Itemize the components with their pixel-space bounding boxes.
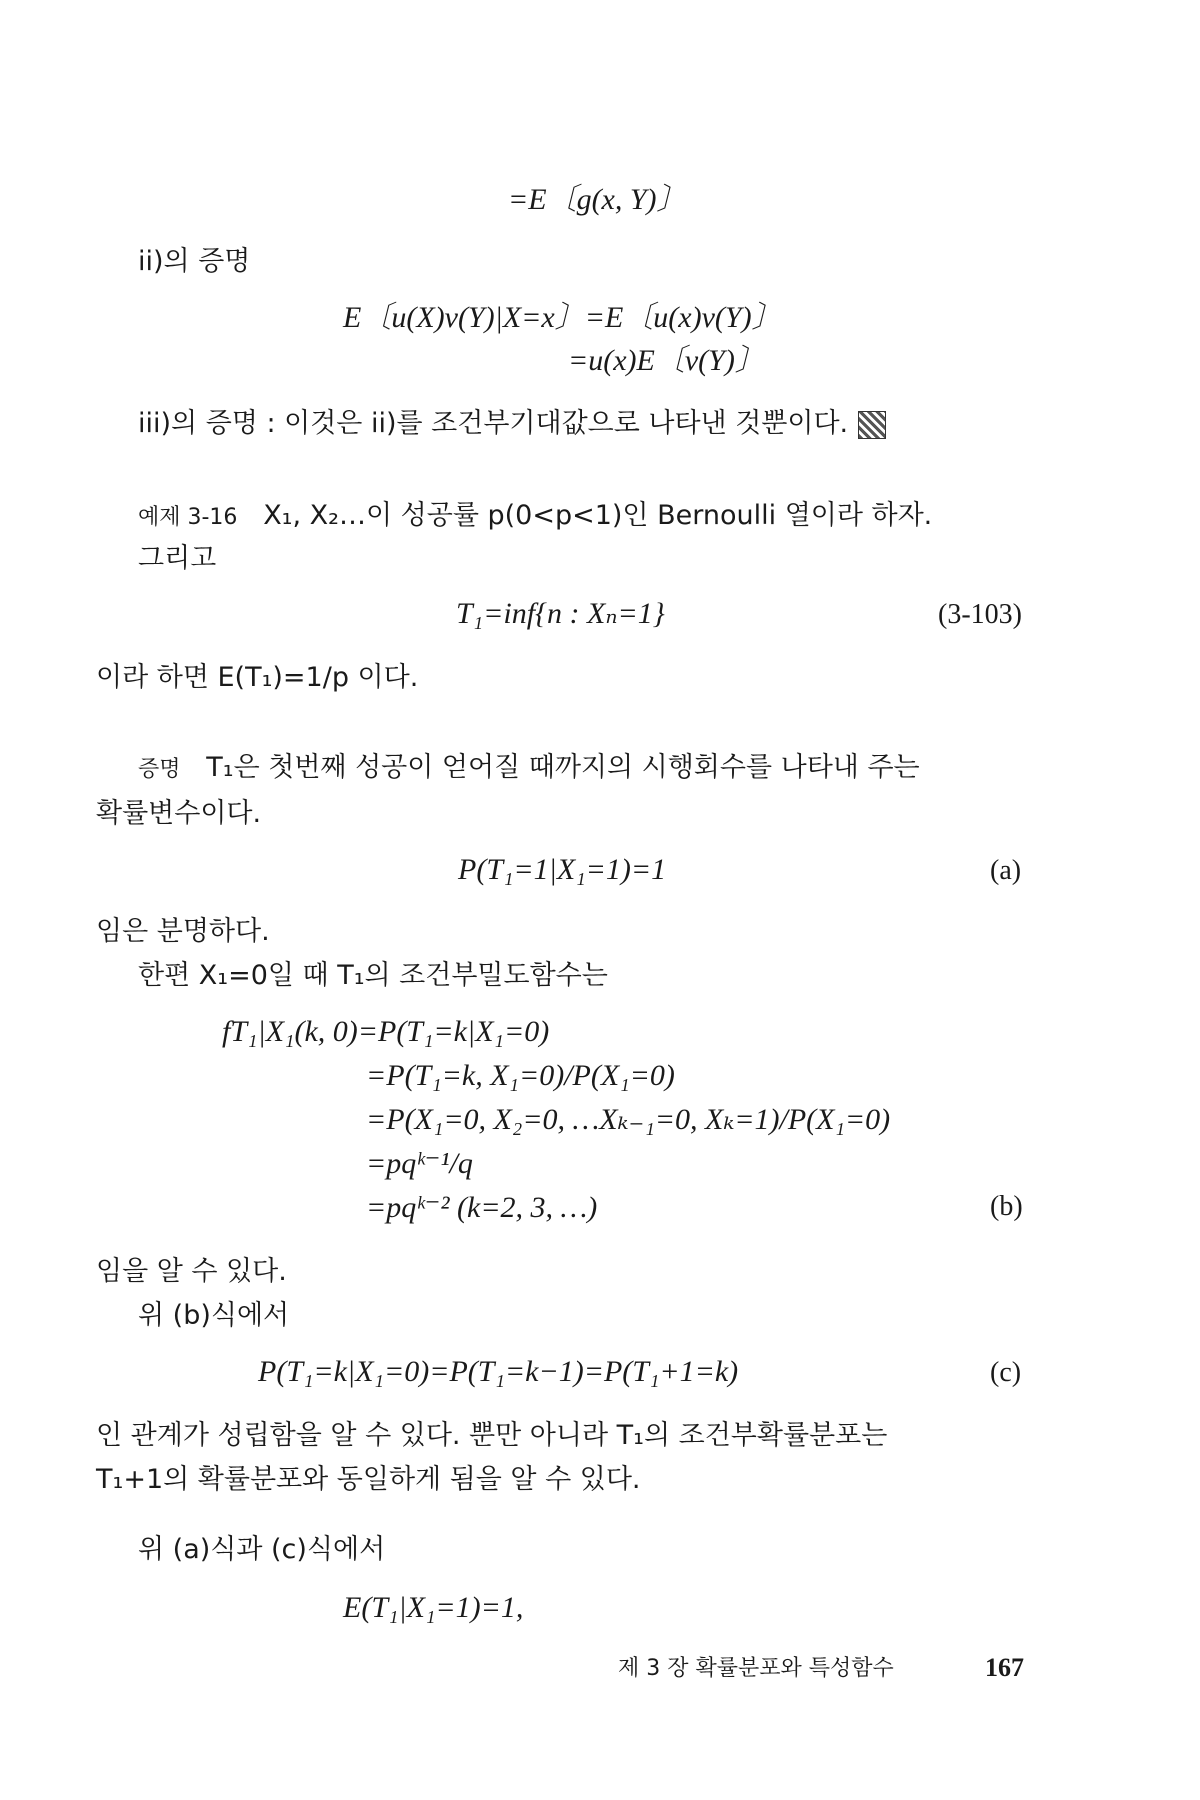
text-line: 인 관계가 성립함을 알 수 있다. 뿐만 아니라 T₁의 조건부확률분포는 (96, 1420, 888, 1451)
proof-heading (138, 408, 886, 440)
equation-line: T₁=inf{n : Xₙ=1} (456, 597, 665, 630)
equation-line: P(T₁=1|X₁=1)=1 (458, 853, 667, 886)
text-line: 임은 분명하다. (96, 916, 270, 947)
equation-line: E(T₁|X₁=1)=1, (343, 1591, 524, 1624)
proof-heading: ii)의 증명 (138, 246, 251, 277)
example-statement (138, 500, 932, 532)
equation-number: (3-103) (938, 599, 1022, 630)
equation-line: fT₁|X₁(k, 0)=P(T₁=k|X₁=0) (222, 1015, 550, 1048)
equation-number: (b) (990, 1191, 1023, 1222)
text-line: 그리고 (138, 543, 217, 574)
end-of-proof-icon (858, 411, 886, 439)
page-number: 167 (985, 1653, 1024, 1682)
text-line: 확률변수이다. (96, 798, 262, 829)
equation-number: (c) (990, 1357, 1022, 1388)
text-line: 한편 X₁=0일 때 T₁의 조건부밀도함수는 (138, 960, 608, 991)
proof-statement (138, 752, 920, 784)
equation-line: P(T₁=k|X₁=0)=P(T₁=k−1)=P(T₁+1=k) (258, 1355, 739, 1388)
equation-line: =P(X₁=0, X₂=0, …Xₖ₋₁=0, Xₖ=1)/P(X₁=0) (366, 1103, 891, 1136)
equation-line: =pqᵏ⁻² (k=2, 3, …) (366, 1191, 598, 1224)
text-line: 임을 알 수 있다. (96, 1256, 287, 1287)
example-label: 예제 3-16 (138, 505, 238, 530)
text-line: T₁+1의 확률분포와 동일하게 됨을 알 수 있다. (96, 1464, 641, 1495)
equation-line: =u(x)E〔v(Y)〕 (568, 344, 765, 377)
text-line: 위 (b)식에서 (138, 1300, 290, 1331)
equation-line: =pqᵏ⁻¹/q (366, 1147, 473, 1180)
example-text: X₁, X₂…이 성공률 p(0<p<1)인 Bernoulli 열이라 하자. (263, 500, 933, 531)
text-line: 이라 하면 E(T₁)=1/p 이다. (96, 662, 419, 693)
text-line: 위 (a)식과 (c)식에서 (138, 1534, 386, 1565)
equation-number: (a) (990, 855, 1022, 886)
proof-text: T₁은 첫번째 성공이 얻어질 때까지의 시행회수를 나타내 주는 (206, 752, 920, 783)
equation-line: =E〔g(x, Y)〕 (508, 183, 687, 216)
proof-text: iii)의 증명 : 이것은 ii)를 조건부기대값으로 나타낸 것뿐이다. (138, 408, 849, 439)
equation-line: =P(T₁=k, X₁=0)/P(X₁=0) (366, 1059, 675, 1092)
footer-chapter: 제 3 장 확률분포와 특성함수 (618, 1656, 894, 1681)
equation-line: E〔u(X)v(Y)|X=x〕=E〔u(x)v(Y)〕 (343, 301, 782, 334)
proof-label: 증명 (138, 757, 181, 782)
